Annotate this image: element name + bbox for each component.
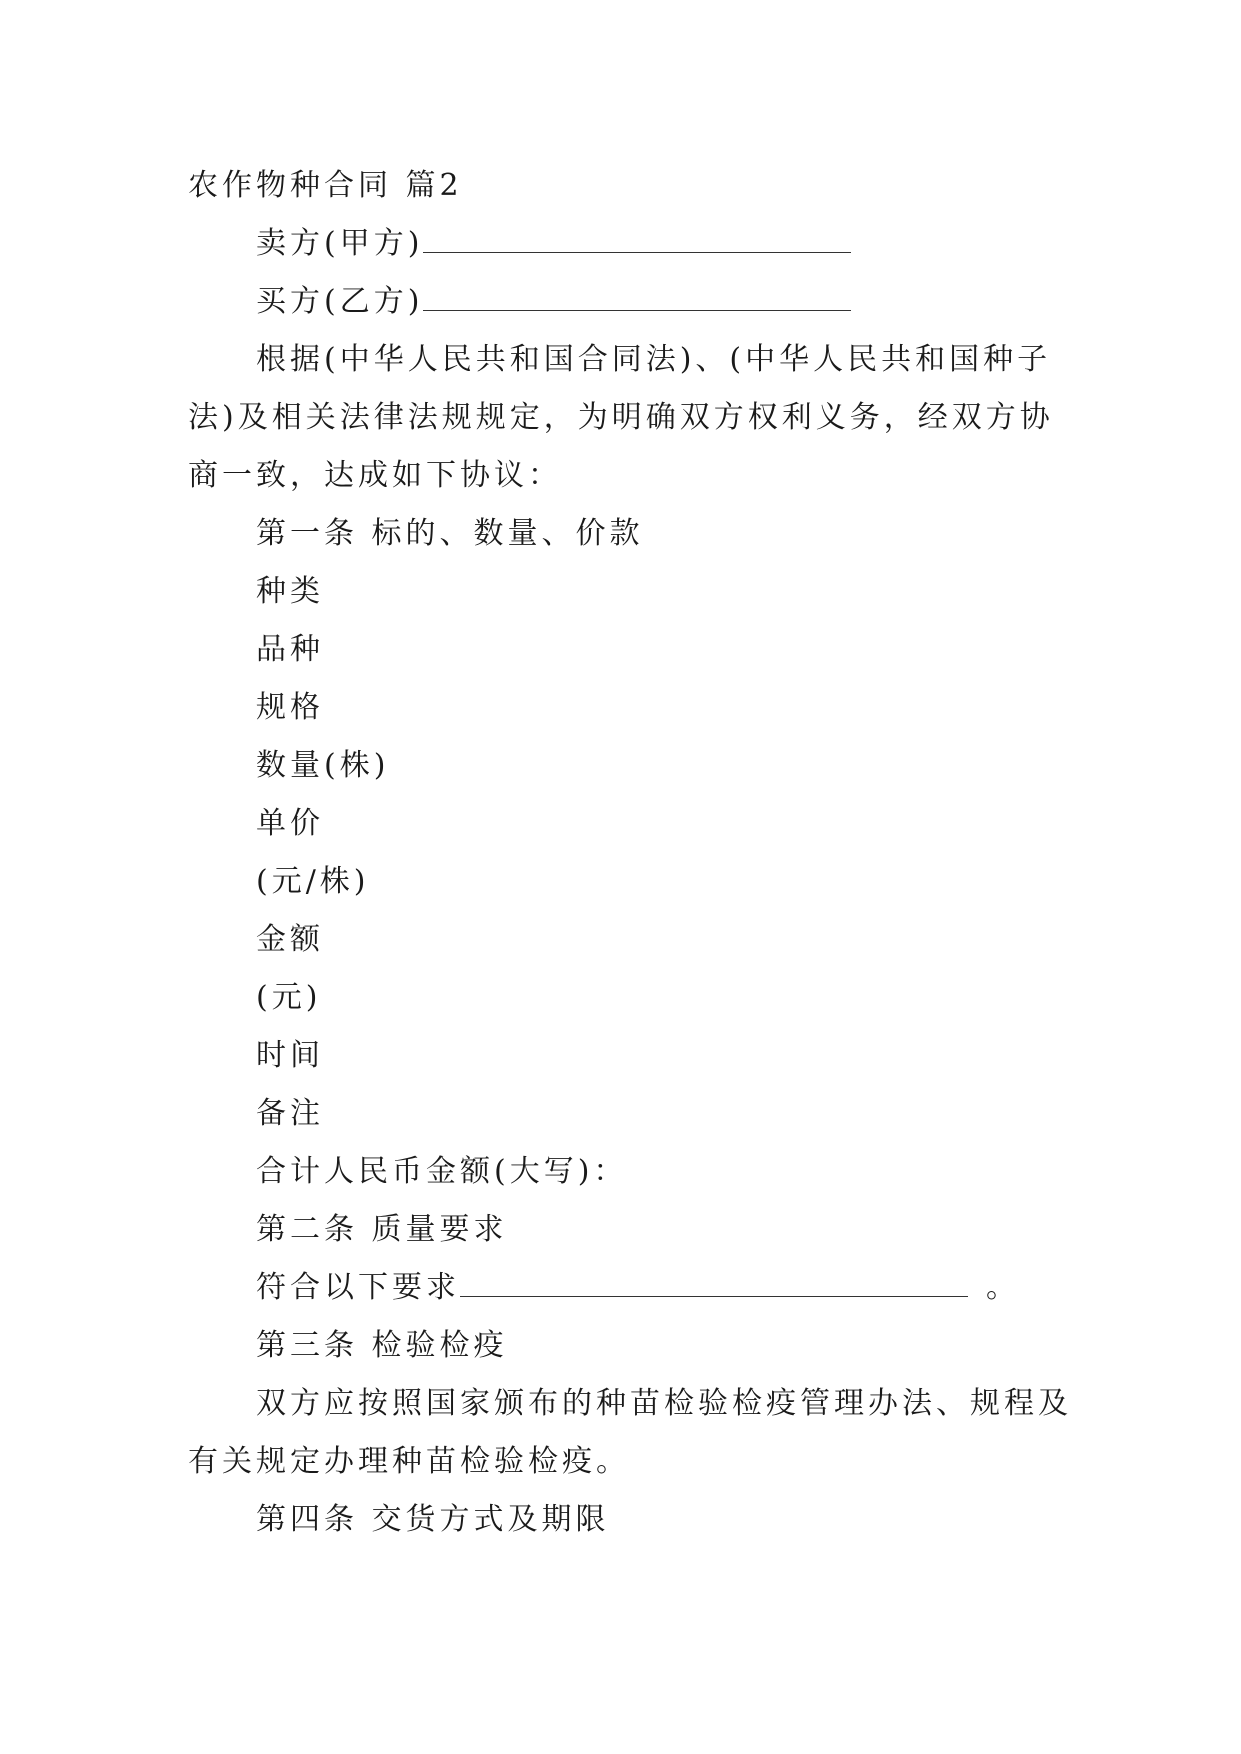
intro-line-3: 商一致，达成如下协议：	[188, 458, 562, 493]
quality-requirement-period: 。	[986, 1270, 1020, 1305]
party-b-row	[256, 282, 851, 322]
table-header-variety: 品种	[256, 632, 324, 667]
party-a-label: 卖方(甲方)	[256, 226, 424, 261]
article-3-line-1: 双方应按照国家颁布的种苗检验检疫管理办法、规程及	[256, 1386, 1072, 1421]
party-a-row	[256, 224, 851, 264]
article-3-heading: 第三条 检验检疫	[256, 1328, 508, 1363]
document-title: 农作物种合同 篇2	[188, 168, 463, 203]
article-3-line-2: 有关规定办理种苗检验检疫。	[188, 1444, 630, 1479]
table-header-unit-price-unit: (元/株)	[256, 864, 370, 899]
article-1-heading: 第一条 标的、数量、价款	[256, 516, 644, 551]
total-amount-label: 合计人民币金额(大写)：	[256, 1154, 628, 1189]
intro-line-1: 根据(中华人民共和国合同法)、(中华人民共和国种子	[256, 342, 1052, 377]
table-header-quantity: 数量(株)	[256, 748, 390, 783]
party-b-label: 买方(乙方)	[256, 284, 424, 319]
party-b-blank[interactable]	[423, 284, 851, 311]
table-header-amount: 金额	[256, 922, 324, 957]
article-4-heading: 第四条 交货方式及期限	[256, 1502, 610, 1537]
table-header-spec: 规格	[256, 690, 324, 725]
table-header-amount-unit: (元)	[256, 980, 322, 1015]
article-2-heading: 第二条 质量要求	[256, 1212, 508, 1247]
quality-requirement-label: 符合以下要求	[256, 1270, 460, 1305]
table-header-unit-price: 单价	[256, 806, 324, 841]
table-header-kind: 种类	[256, 574, 324, 609]
quality-requirement-row	[256, 1268, 1020, 1308]
table-header-time: 时间	[256, 1038, 324, 1073]
quality-requirement-blank[interactable]	[460, 1270, 968, 1297]
table-header-remarks: 备注	[256, 1096, 324, 1131]
party-a-blank[interactable]	[423, 226, 851, 253]
intro-line-2: 法)及相关法律法规规定，为明确双方权利义务，经双方协	[188, 400, 1054, 435]
